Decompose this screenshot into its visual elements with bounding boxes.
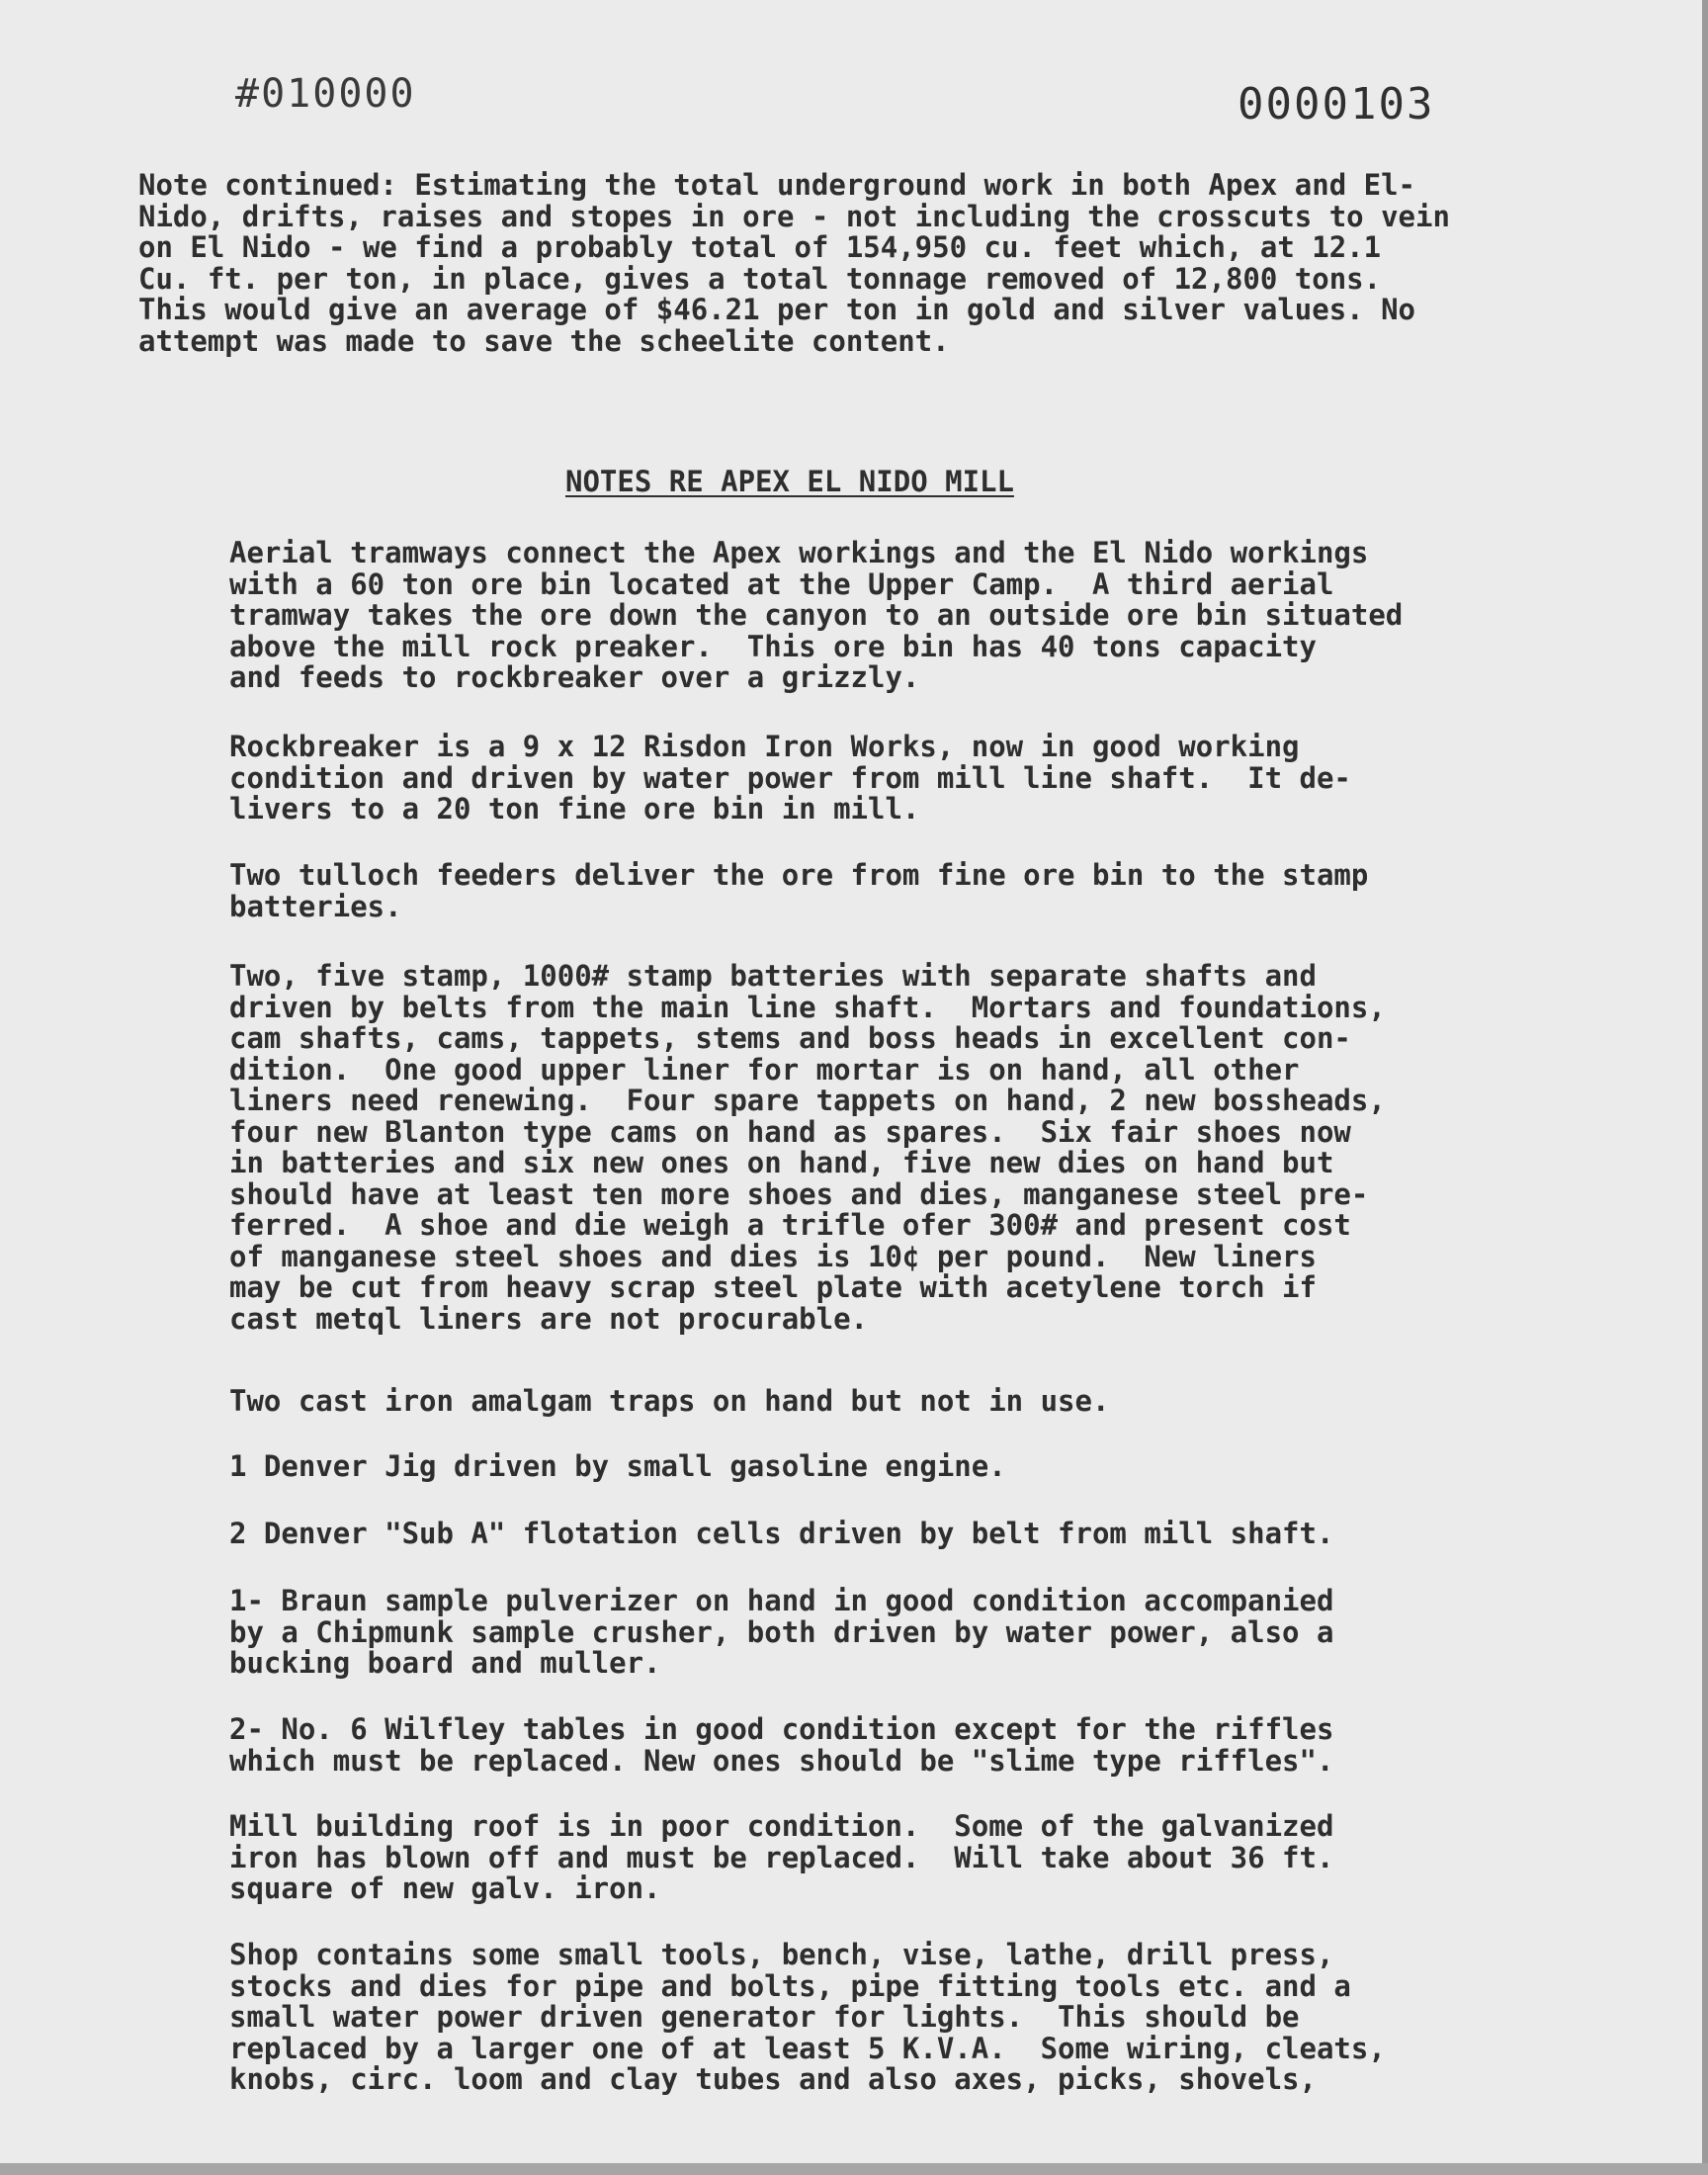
paragraph-shop-contents <box>229 1940 1633 2096</box>
text-line: condition and driven by water power from mill line shaft. It de- <box>229 760 1351 795</box>
text-line: and feeds to rockbreaker over a grizzly. <box>229 660 920 694</box>
text-line: dition. One good upper liner for mortar is on hand, all other <box>229 1052 1300 1087</box>
page-edge-bottom <box>0 2163 1708 2175</box>
section-title: NOTES RE APEX EL NIDO MILL <box>565 465 1014 498</box>
text-line: This would give an average of $46.21 per ton in gold and silver values. No <box>138 293 1416 326</box>
page-edge-right <box>1702 0 1708 2175</box>
text-line: 1 Denver Jig driven by small gasoline engine. <box>229 1449 1006 1483</box>
text-line: square of new galv. iron. <box>229 1871 661 1905</box>
note-continued-paragraph <box>138 170 1641 357</box>
text-line: replaced by a larger one of at least 5 K.V.A. Some wiring, cleats, <box>229 2031 1386 2065</box>
paragraph-wilfley-tables <box>229 1714 1633 1777</box>
text-line: 2 Denver "Sub A" flotation cells driven by belt from mill shaft. <box>229 1517 1334 1550</box>
text-line: four new Blanton type cams on hand as spares. Six fair shoes now <box>229 1114 1351 1149</box>
text-line: with a 60 ton ore bin located at the Upper Camp. A third aerial <box>229 566 1334 601</box>
text-line: Cu. ft. per ton, in place, gives a total tonnage removed of 12,800 tons. <box>138 261 1382 296</box>
paragraph-mill-roof <box>229 1811 1633 1905</box>
page-number: 0000103 <box>1238 79 1435 130</box>
text-line: on El Nido - we find a probably total of 154,950 cu. feet which, at 12.1 <box>138 230 1382 264</box>
text-line: of manganese steel shoes and dies is 10¢ per pound. New liners <box>229 1239 1317 1273</box>
paragraph-flotation-cells <box>229 1519 1633 1550</box>
text-line: Two tulloch feeders deliver the ore from fine ore bin to the stamp <box>229 858 1369 892</box>
text-line: liners need renewing. Four spare tappets on hand, 2 new bossheads, <box>229 1084 1386 1117</box>
paragraph-aerial-tramways <box>229 538 1633 694</box>
text-line: cast metql liners are not procurable. <box>229 1301 869 1336</box>
text-line: Rockbreaker is a 9 x 12 Risdon Iron Works, now in good working <box>229 730 1300 763</box>
text-line: Nido, drifts, raises and stopes in ore - not including the crosscuts to vein <box>138 199 1450 233</box>
text-line: in batteries and six new ones on hand, five new dies on hand but <box>229 1146 1334 1179</box>
text-line: Note continued: Estimating the total underground work in both Apex and El- <box>138 168 1416 202</box>
text-line: driven by belts from the main line shaft. Mortars and foundations, <box>229 990 1386 1024</box>
text-line: bucking board and muller. <box>229 1646 661 1680</box>
text-line: Mill building roof is in poor condition. Some of the galvanized <box>229 1809 1334 1843</box>
text-line: Shop contains some small tools, bench, vise, lathe, drill press, <box>229 1938 1334 1971</box>
paragraph-sample-pulverizer <box>229 1586 1633 1680</box>
text-line: batteries. <box>229 889 402 923</box>
paragraph-rockbreaker <box>229 732 1633 826</box>
paragraph-denver-jig <box>229 1451 1633 1483</box>
text-line: above the mill rock preaker. This ore bin has 40 tons capacity <box>229 629 1317 663</box>
text-line: tramway takes the ore down the canyon to an outside ore bin situated <box>229 598 1404 632</box>
text-line: cam shafts, cams, tappets, stems and boss heads in excellent con- <box>229 1021 1351 1055</box>
text-line: iron has blown off and must be replaced. Will take about 36 ft. <box>229 1840 1334 1874</box>
text-line: which must be replaced. New ones should be "slime type riffles". <box>229 1743 1334 1778</box>
text-line: livers to a 20 ton fine ore bin in mill. <box>229 792 920 826</box>
paragraph-tulloch-feeders <box>229 860 1633 922</box>
text-line: ferred. A shoe and die weigh a trifle ofer 300# and present cost <box>229 1208 1351 1242</box>
text-line: stocks and dies for pipe and bolts, pipe fitting tools etc. and a <box>229 1968 1351 2003</box>
text-line: Two, five stamp, 1000# stamp batteries with separate shafts and <box>229 959 1317 993</box>
text-line: Aerial tramways connect the Apex workings and the El Nido workings <box>229 536 1369 569</box>
text-line: by a Chipmunk sample crusher, both driven by water power, also a <box>229 1614 1334 1649</box>
text-line: 1- Braun sample pulverizer on hand in good condition accompanied <box>229 1584 1334 1617</box>
paragraph-stamp-batteries <box>229 961 1633 1335</box>
text-line: may be cut from heavy scrap steel plate with acetylene torch if <box>229 1270 1317 1304</box>
text-line: 2- No. 6 Wilfley tables in good condition except for the riffles <box>229 1712 1334 1746</box>
text-line: should have at least ten more shoes and dies, manganese steel pre- <box>229 1176 1369 1211</box>
text-line: small water power driven generator for lights. This should be <box>229 2000 1300 2034</box>
text-line: knobs, circ. loom and clay tubes and also axes, picks, shovels, <box>229 2062 1317 2096</box>
paragraph-amalgam-traps <box>229 1386 1633 1418</box>
document-id-number: #010000 <box>235 71 416 117</box>
text-line: Two cast iron amalgam traps on hand but not in use. <box>229 1384 1110 1418</box>
text-line: attempt was made to save the scheelite content. <box>138 323 950 358</box>
